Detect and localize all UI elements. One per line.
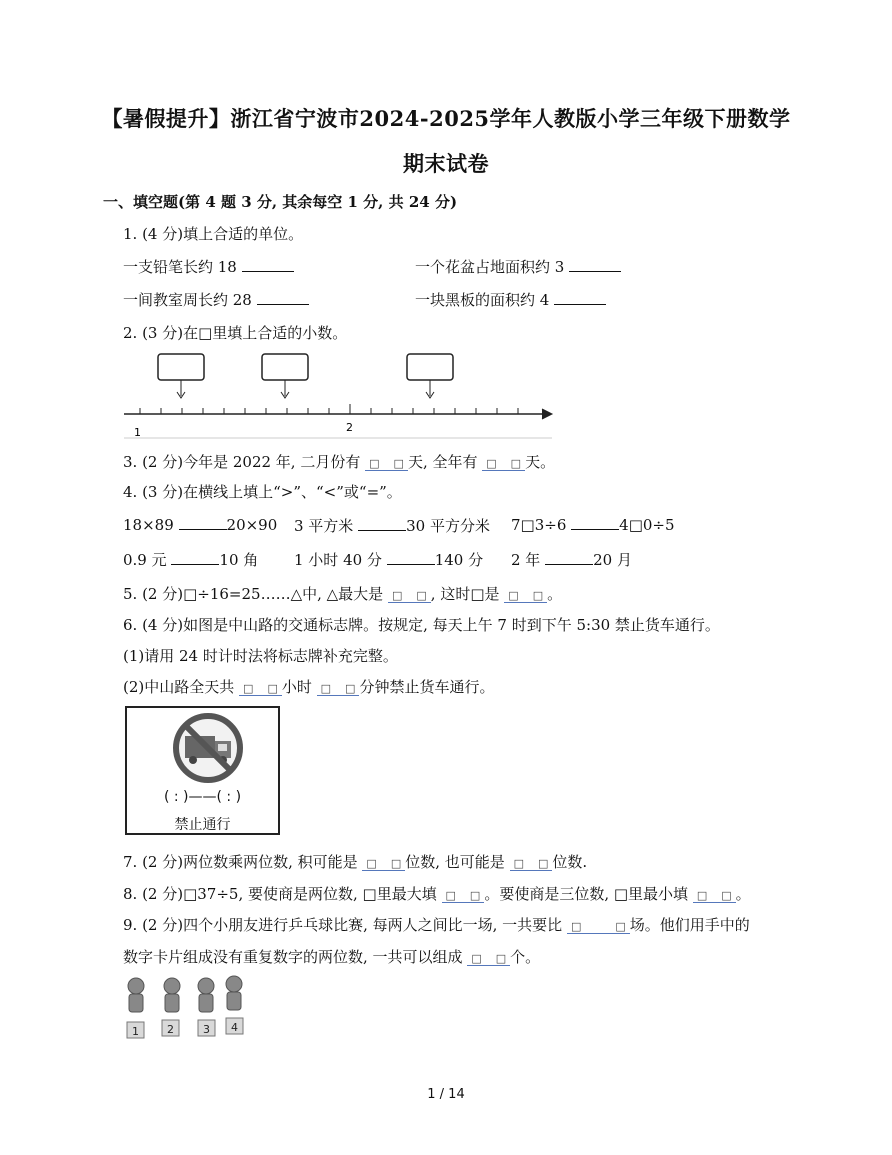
answer-box[interactable]: □ □ [442, 889, 485, 903]
question-3: 3. (2 分)今年是 2022 年, 二月份有 □ □ 天, 全年有 □ □ 天。 [123, 453, 556, 471]
question-6-sub2: (2)中山路全天共 □ □ 小时 □ □ 分钟禁止货车通行。 [123, 678, 495, 696]
sign-label: 禁止通行 [174, 817, 231, 833]
number-card: 2 [167, 1023, 174, 1036]
question-5: 5. (2 分)□÷16=25……△中, △最大是 □ □ , 这时□是 □ □ 。 [123, 585, 563, 603]
answer-box[interactable]: □ □ [510, 857, 553, 871]
question-2-stem: 2. (3 分)在□里填上合适的小数。 [123, 324, 348, 342]
question-6-sub1: (1)请用 24 时计时法将标志牌补充完整。 [123, 647, 398, 665]
question-1-item-a: 一支铅笔长约 18 [123, 256, 294, 277]
answer-box[interactable]: □ □ [239, 682, 282, 696]
answer-box[interactable]: □ □ [388, 589, 431, 603]
answer-box[interactable]: □ □ [504, 589, 547, 603]
page-title: 【暑假提升】浙江省宁波市2024-2025学年人教版小学三年级下册数学 [101, 106, 791, 131]
question-6-stem: 6. (4 分)如图是中山路的交通标志牌。按规定, 每天上午 7 时到下午 5:30 禁止货车通行。 [123, 616, 720, 634]
compare-item: 18×89 20×90 [123, 516, 278, 534]
answer-box[interactable]: □ □ [482, 457, 525, 471]
question-1-stem: 1. (4 分)填上合适的单位。 [123, 225, 304, 243]
page-number: 1 / 14 [427, 1087, 465, 1102]
answer-box[interactable]: □ □ [467, 952, 510, 966]
question-9-line1: 9. (2 分)四个小朋友进行乒乓球比赛, 每两人之间比一场, 一共要比 □ □ 场。他们用手中的 [123, 916, 750, 934]
number-line-figure [122, 348, 554, 440]
question-4-stem: 4. (3 分)在横线上填上“>”、“<”或“=”。 [123, 483, 402, 501]
number-card: 1 [132, 1025, 139, 1038]
answer-box[interactable]: □ □ [317, 682, 360, 696]
answer-box[interactable]: □ □ [567, 920, 630, 934]
compare-item: 7□3÷6 4□0÷5 [511, 516, 675, 534]
compare-item: 2 年 20 月 [511, 551, 632, 569]
question-1-item-d: 一块黑板的面积约 4 [415, 289, 606, 310]
answer-box[interactable]: □ □ [362, 857, 405, 871]
question-8: 8. (2 分)□37÷5, 要使商是两位数, □里最大填 □ □ 。要使商是三位数, □里最小填 □ □ 。 [123, 885, 751, 903]
compare-item: 3 平方米 30 平方分米 [294, 517, 490, 535]
number-card: 4 [231, 1021, 238, 1034]
tick-label-2: 2 [346, 421, 353, 434]
question-9-line2: 数字卡片组成没有重复数字的两位数, 一共可以组成 □ □ 个。 [123, 948, 541, 966]
sign-time-range: ( : )——( : ) [163, 789, 242, 805]
section-heading: 一、填空题(第 4 题 3 分, 其余每空 1 分, 共 24 分) [103, 193, 458, 211]
tick-label-1: 1 [134, 426, 141, 439]
number-card: 3 [203, 1023, 210, 1036]
question-7: 7. (2 分)两位数乘两位数, 积可能是 □ □ 位数, 也可能是 □ □ 位数. [123, 853, 588, 871]
children-cards-figure [122, 974, 248, 1042]
traffic-sign-figure [125, 706, 280, 835]
compare-item: 0.9 元 10 角 [123, 551, 259, 569]
question-1-item-b: 一个花盆占地面积约 3 [415, 256, 621, 277]
answer-box[interactable]: □ □ [693, 889, 736, 903]
answer-box[interactable]: □ □ [365, 457, 408, 471]
no-truck-icon [127, 708, 278, 788]
compare-item: 1 小时 40 分 140 分 [294, 551, 484, 569]
question-1-item-c: 一间教室周长约 28 [123, 289, 309, 310]
page-title-line2: 期末试卷 [403, 151, 489, 176]
